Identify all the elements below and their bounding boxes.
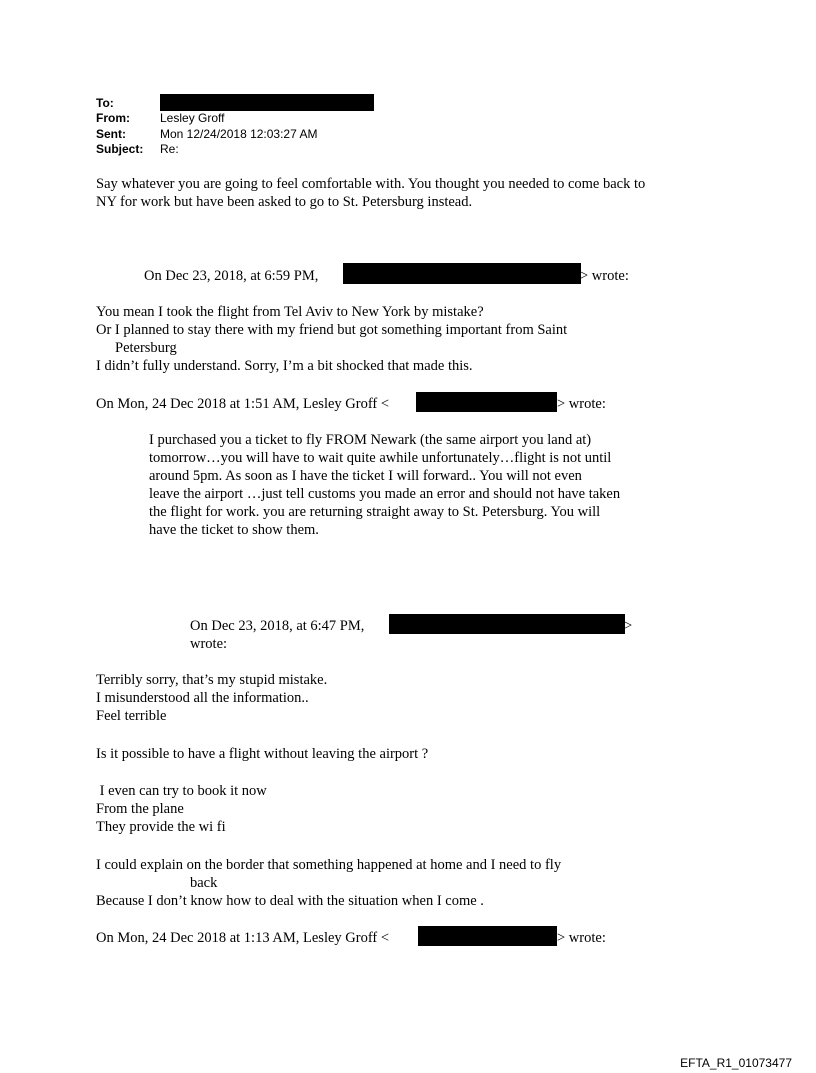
subject-label: Subject: xyxy=(96,142,144,156)
quote3-line: Feel terrible xyxy=(96,708,167,724)
quote3-attribution-wrote: wrote: xyxy=(190,636,228,652)
quote1-attribution-suffix: > wrote: xyxy=(580,268,629,284)
quote3-line: I could explain on the border that something happened at home and I need to fly xyxy=(96,857,562,873)
quote2-attribution-prefix: On Mon, 24 Dec 2018 at 1:51 AM, Lesley Groff < xyxy=(96,396,390,412)
quote1-line: I didn’t fully understand. Sorry, I’m a bit shocked that made this. xyxy=(96,358,473,374)
sent-value: Mon 12/24/2018 12:03:27 AM xyxy=(160,127,318,141)
sent-row xyxy=(96,127,496,142)
quote4-attribution-prefix: On Mon, 24 Dec 2018 at 1:13 AM, Lesley Groff < xyxy=(96,930,390,946)
quote4-attribution-suffix: > wrote: xyxy=(557,930,606,946)
from-value: Lesley Groff xyxy=(160,111,225,125)
quote1-attribution-prefix: On Dec 23, 2018, at 6:59 PM, xyxy=(144,268,319,284)
quote3-line: Terribly sorry, that’s my stupid mistake. xyxy=(96,672,328,688)
quote2-line: the flight for work. you are returning straight away to St. Petersburg. You will xyxy=(149,504,601,520)
quote3-attribution-prefix: On Dec 23, 2018, at 6:47 PM, xyxy=(190,618,365,634)
quote3-line: From the plane xyxy=(96,801,184,817)
reply-line: NY for work but have been asked to go to St. Petersburg instead. xyxy=(96,194,473,210)
quote3-line: I even can try to book it now xyxy=(96,783,267,799)
quote2-line: I purchased you a ticket to fly FROM Newark (the same airport you land at) xyxy=(149,432,592,448)
redaction-quote1-sender xyxy=(343,263,581,284)
quote3-line: I misunderstood all the information.. xyxy=(96,690,309,706)
quote3-line: back xyxy=(190,875,218,891)
from-row xyxy=(96,111,496,126)
quote2-line: around 5pm. As soon as I have the ticket I will forward.. You will not even xyxy=(149,468,582,484)
quote3-attribution-suffix: > xyxy=(624,618,633,634)
from-label: From: xyxy=(96,111,130,125)
to-label: To: xyxy=(96,96,114,110)
sent-label: Sent: xyxy=(96,127,126,141)
reply-line: Say whatever you are going to feel comfortable with. You thought you needed to come back to xyxy=(96,176,646,192)
quote2-line: have the ticket to show them. xyxy=(149,522,319,538)
quote1-line: Petersburg xyxy=(115,340,177,356)
quote2-attribution-suffix: > wrote: xyxy=(557,396,606,412)
subject-row xyxy=(96,142,496,157)
redaction-quote4-email xyxy=(418,926,557,946)
quote3-line: They provide the wi fi xyxy=(96,819,226,835)
quote3-line: Is it possible to have a flight without leaving the airport ? xyxy=(96,746,429,762)
subject-value: Re: xyxy=(160,142,179,156)
redaction-quote3-sender xyxy=(389,614,625,634)
redaction-quote2-email xyxy=(416,392,557,412)
quote1-line: You mean I took the flight from Tel Aviv to New York by mistake? xyxy=(96,304,484,320)
bates-number: EFTA_R1_01073477 xyxy=(680,1056,792,1070)
quote2-line: tomorrow…you will have to wait quite awhile unfortunately…flight is not until xyxy=(149,450,612,466)
quote3-line: Because I don’t know how to deal with the situation when I come . xyxy=(96,893,484,909)
redaction-to-address xyxy=(160,94,374,111)
quote2-line: leave the airport …just tell customs you made an error and should not have taken xyxy=(149,486,621,502)
quote1-line: Or I planned to stay there with my friend but got something important from Saint xyxy=(96,322,568,338)
